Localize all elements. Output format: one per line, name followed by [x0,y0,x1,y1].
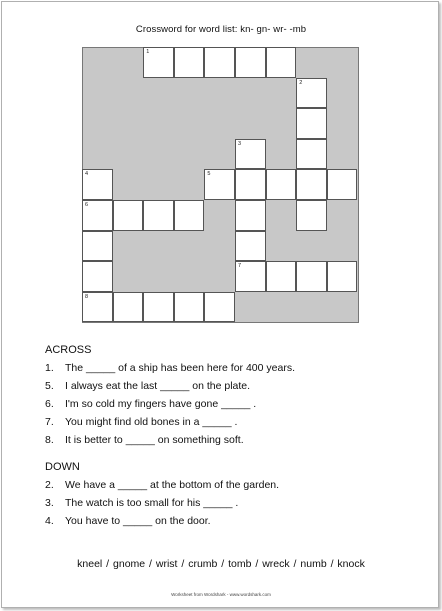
crossword-cell[interactable] [266,47,297,78]
worksheet-title: Crossword for word list: kn- gn- wr- -mb [135,24,307,35]
down-clue-4 [45,515,211,527]
cell-number: 8 [85,293,89,300]
crossword-cell[interactable] [82,200,113,231]
cell-number: 6 [85,202,89,208]
crossword-cell[interactable] [82,169,113,200]
crossword-cell[interactable] [174,200,205,231]
down-clue-2 [45,479,279,491]
across-clue-5 [45,380,250,392]
cell-number: 3 [238,140,242,147]
crossword-cell[interactable] [235,231,266,262]
clue-text: You might find old bones in a _____ . [65,416,238,428]
clue-number: 2. [45,479,54,491]
across-heading: ACROSS [45,344,92,356]
crossword-cell[interactable] [327,261,358,292]
crossword-cell[interactable] [296,169,327,200]
crossword-cell[interactable] [235,169,266,200]
crossword-cell[interactable] [327,169,358,200]
crossword-cell[interactable] [296,78,327,109]
across-clue-7 [45,416,237,428]
down-heading: DOWN [45,461,80,473]
crossword-cell[interactable] [296,139,327,170]
crossword-cell[interactable] [82,292,113,323]
across-clue-8 [45,434,244,446]
crossword-cell[interactable] [113,292,144,323]
clue-number: 5. [45,380,54,392]
clue-text: The watch is too small for his _____ . [65,497,239,509]
crossword-grid [82,47,359,323]
across-clue-1 [45,362,295,374]
clue-text: We have a _____ at the bottom of the garden. [65,479,280,491]
crossword-cell[interactable] [143,200,174,231]
crossword-cell[interactable] [266,261,297,292]
crossword-cell[interactable] [113,200,144,231]
clue-number: 1. [45,362,54,374]
crossword-cell[interactable] [174,47,205,78]
crossword-cell[interactable] [143,47,174,78]
clue-text: You have to _____ on the door. [65,515,211,527]
clue-number: 4. [45,515,54,527]
crossword-cell[interactable] [143,292,174,323]
crossword-cell[interactable] [235,200,266,231]
crossword-cell[interactable] [204,169,235,200]
word-list: kneel / gnome / wrist / crumb / tomb / wreck / numb / knock [77,558,365,570]
crossword-cell[interactable] [235,139,266,170]
crossword-cell[interactable] [204,47,235,78]
clue-number: 3. [45,497,54,509]
crossword-cell[interactable] [296,200,327,231]
crossword-cell[interactable] [204,292,235,323]
crossword-cell[interactable] [174,292,205,323]
crossword-cell[interactable] [266,169,297,200]
footer-credit: Worksheet from Wordshark - www.wordshark.com [171,592,271,597]
crossword-cell[interactable] [296,108,327,139]
crossword-cell[interactable] [235,47,266,78]
cell-number: 7 [238,263,242,270]
crossword-cell[interactable] [235,261,266,292]
clue-number: 8. [45,434,54,446]
down-clue-3 [45,497,238,509]
clue-number: 7. [45,416,54,428]
crossword-cell[interactable] [82,231,113,262]
clue-text: It is better to _____ on something soft. [65,434,244,446]
clue-text: I always eat the last _____ on the plate. [65,380,251,392]
clue-number: 6. [45,398,54,410]
crossword-cell[interactable] [82,261,113,292]
across-clue-6 [45,398,256,410]
cell-number: 1 [146,49,150,55]
cell-number: 2 [299,79,303,86]
cell-number: 5 [207,171,211,178]
clue-text: I'm so cold my fingers have gone _____ . [65,398,257,410]
cell-number: 4 [85,171,89,178]
clue-text: The _____ of a ship has been here for 400 years. [65,362,295,374]
crossword-cell[interactable] [296,261,327,292]
